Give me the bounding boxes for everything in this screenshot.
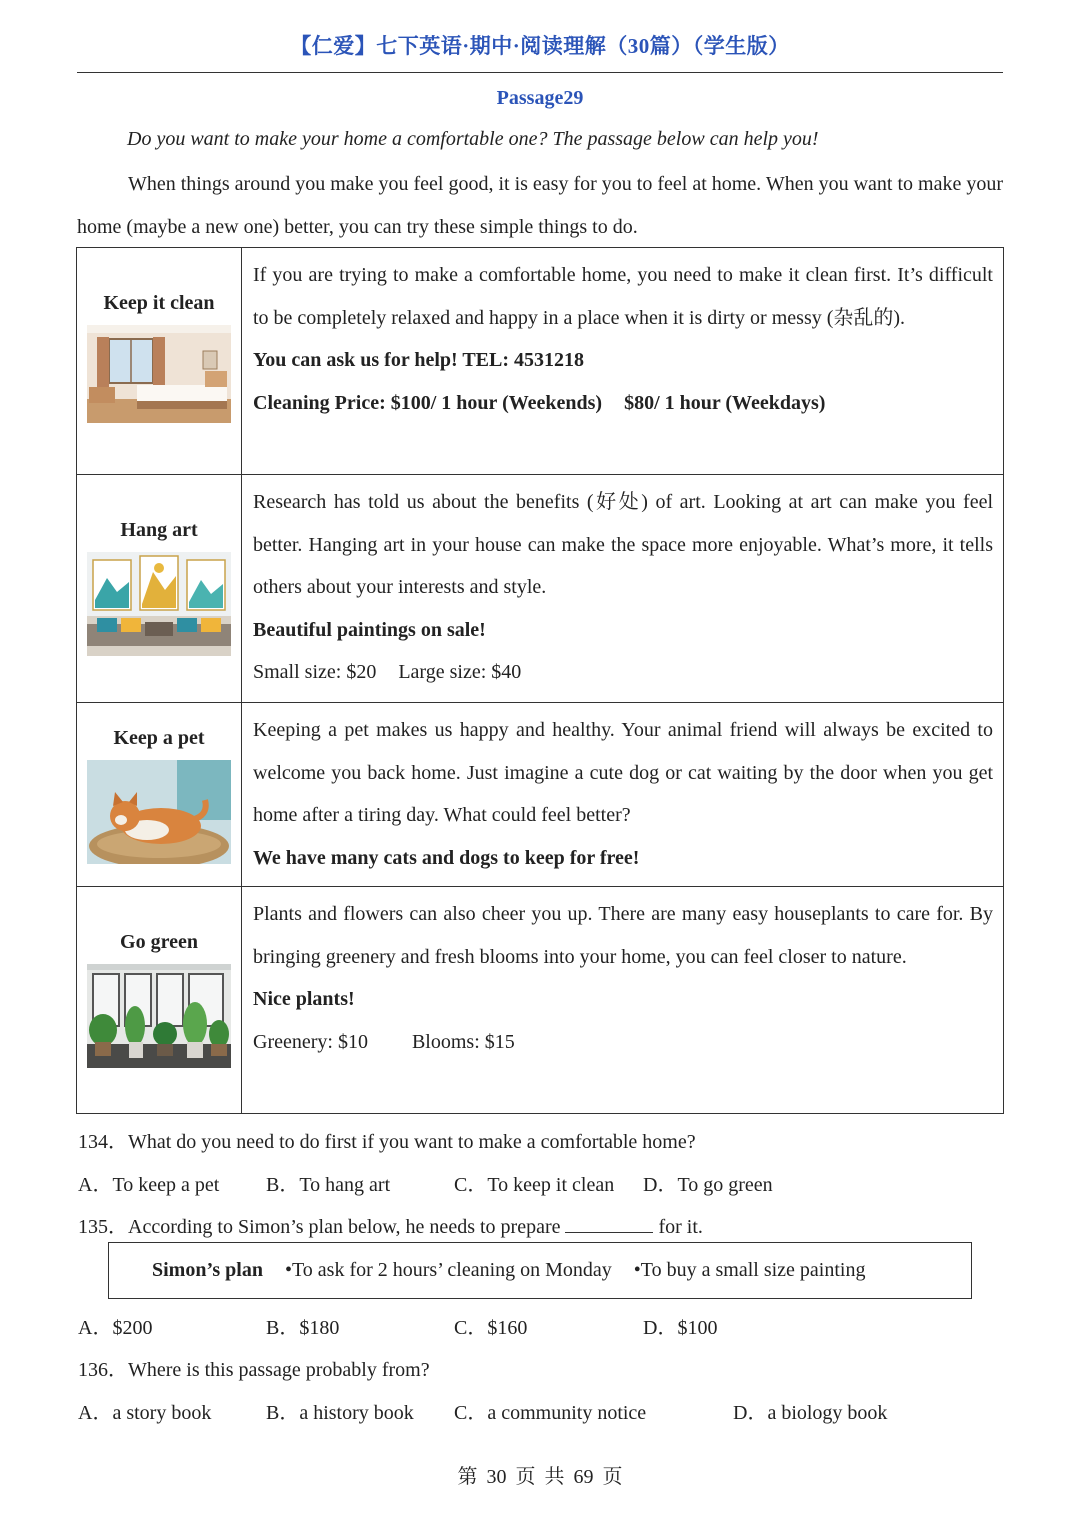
section-text-cell — [242, 248, 1004, 475]
plan-item-cleaning: •To ask for 2 hours’ cleaning on Monday — [284, 1259, 612, 1281]
q135-option-d[interactable]: D．$100 — [643, 1317, 718, 1339]
houseplants-image — [87, 964, 231, 1068]
simons-plan-box — [108, 1242, 972, 1299]
plants-ad: Nice plants! — [253, 988, 355, 1010]
cleaning-prices — [253, 382, 993, 425]
q134-option-a[interactable]: A．To keep a pet — [78, 1174, 220, 1196]
table-row — [77, 887, 1004, 1114]
pets-ad: We have many cats and dogs to keep for free! — [253, 846, 640, 869]
passage-intro: When things around you make you feel good, it is easy for you to feel at home. When you want to make your home (maybe a new one) better, you can try these simple things to do. — [77, 173, 1003, 238]
price-weekdays: $80/ 1 hour (Weekdays) — [624, 391, 826, 414]
q134-option-b[interactable]: B．To hang art — [266, 1174, 391, 1196]
section-label: Keep it clean — [103, 292, 215, 314]
q134-option-d[interactable]: D．To go green — [643, 1174, 773, 1196]
section-label-cell — [77, 475, 242, 703]
page-number: 第 30 页 共 69 页 — [457, 1466, 623, 1488]
wall-paintings-image — [87, 552, 231, 656]
q135-prompt: 135．According to Simon’s plan below, he needs to prepare — [78, 1216, 561, 1238]
page-header-title: 【仁爱】七下英语·期中·阅读理解（30篇）（学生版） — [290, 34, 790, 58]
q136-option-c[interactable]: C．a community notice — [454, 1402, 647, 1424]
question-135 — [78, 1210, 703, 1239]
bedroom-image — [87, 325, 231, 423]
price-large: Large size: $40 — [398, 661, 522, 683]
painting-prices — [253, 651, 993, 694]
cat-image — [87, 760, 231, 864]
section-label-cell — [77, 887, 242, 1114]
q135-option-a[interactable]: A．$200 — [78, 1317, 153, 1339]
plan-label: Simon’s plan — [152, 1259, 263, 1281]
plan-item-painting: •To buy a small size painting — [633, 1259, 866, 1281]
passage-lead: Do you want to make your home a comfortable one? The passage below can help you! — [127, 128, 819, 150]
answer-blank — [565, 1214, 653, 1233]
q135-option-c[interactable]: C．$160 — [454, 1317, 528, 1339]
table-row — [77, 248, 1004, 475]
price-greenery: Greenery: $10 — [253, 1030, 368, 1053]
table-row — [77, 703, 1004, 887]
q136-option-b[interactable]: B．a history book — [266, 1402, 414, 1424]
section-label-cell — [77, 703, 242, 887]
tips-table — [76, 247, 1004, 1114]
price-blooms: Blooms: $15 — [411, 1030, 515, 1053]
q136-option-a[interactable]: A．a story book — [78, 1402, 212, 1424]
q134-option-c[interactable]: C．To keep it clean — [454, 1174, 615, 1196]
plant-prices — [253, 1021, 993, 1064]
passage-title: Passage29 — [496, 87, 584, 109]
section-label-cell — [77, 248, 242, 475]
section-text-cell — [242, 703, 1004, 887]
q135-prompt-end: for it. — [658, 1216, 703, 1238]
section-text-cell — [242, 887, 1004, 1114]
section-label: Keep a pet — [113, 727, 205, 749]
section-text-cell — [242, 475, 1004, 703]
section-body: Research has told us about the benefits (好处) of art. Looking at art can make you feel better. Hanging art in your house can make the space more enjoyable. What’s more, it tells others about your interests and style. — [253, 491, 993, 598]
question-134: 134．What do you need to do first if you want to make a comfortable home? — [78, 1131, 696, 1153]
section-label: Hang art — [120, 519, 198, 541]
section-body: If you are trying to make a comfortable home, you need to make it clean first. It’s difficult to be completely relaxed and happy in a place when it is dirty or messy (杂乱的). — [253, 264, 993, 329]
question-136: 136．Where is this passage probably from? — [78, 1359, 430, 1381]
section-body: Plants and flowers can also cheer you up. There are many easy houseplants to care for. By bringing greenery and fresh blooms into your home, you can feel closer to nature. — [253, 903, 993, 968]
paintings-ad: Beautiful paintings on sale! — [253, 618, 486, 641]
table-row — [77, 475, 1004, 703]
section-body: Keeping a pet makes us happy and healthy. Your animal friend will always be excited to welcome you back home. Just imagine a cute dog or cat waiting by the door when you get home after a tiring day. What could feel better? — [253, 719, 993, 826]
cleaning-ad: You can ask us for help! TEL: 4531218 — [253, 349, 584, 371]
q135-option-b[interactable]: B．$180 — [266, 1317, 340, 1339]
header-divider — [77, 72, 1003, 73]
q136-option-d[interactable]: D．a biology book — [733, 1402, 888, 1424]
price-weekends: Cleaning Price: $100/ 1 hour (Weekends) — [253, 391, 603, 414]
price-small: Small size: $20 — [253, 661, 377, 683]
section-label: Go green — [120, 931, 198, 953]
